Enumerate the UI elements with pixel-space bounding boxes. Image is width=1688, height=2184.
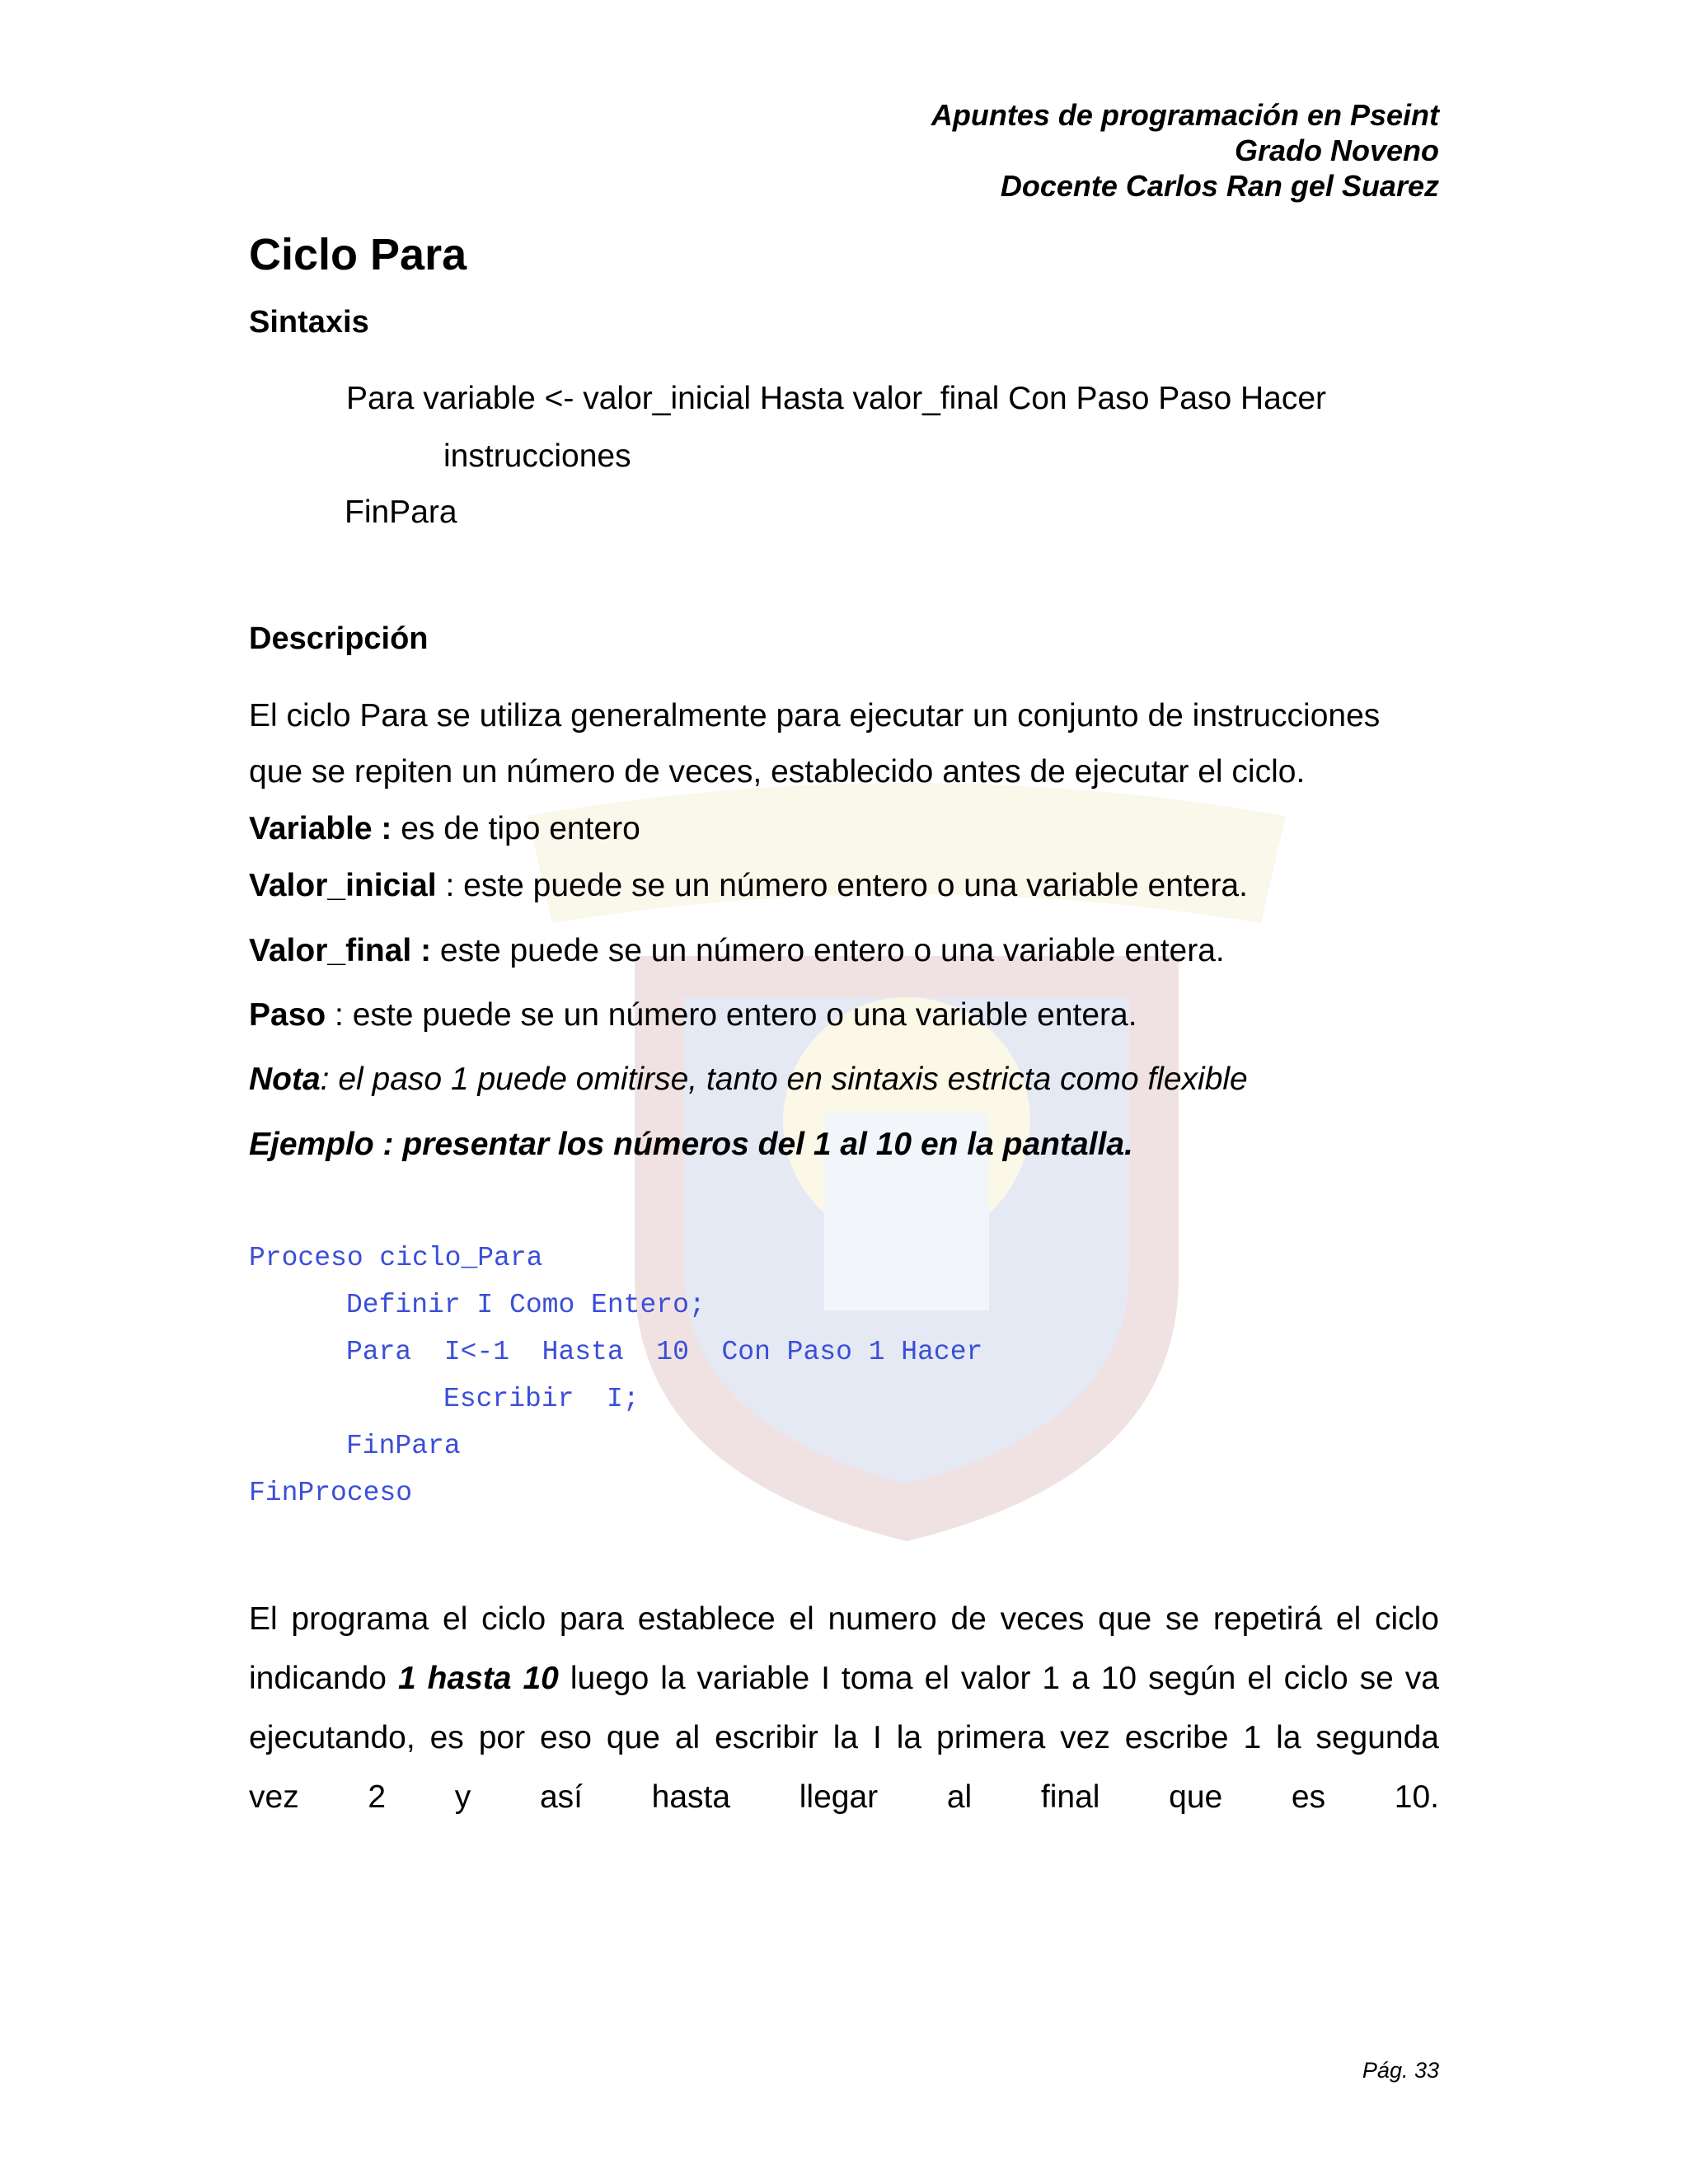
code-line: FinProceso	[249, 1478, 413, 1508]
definition-paso	[249, 997, 1137, 1033]
explanation-line: ejecutando, es por eso que al escribir la I la primera vez escribe 1 la segunda	[249, 1720, 1439, 1755]
definition-term: Paso	[249, 997, 326, 1033]
sintaxis-heading: Sintaxis	[249, 305, 369, 340]
description-text: que se repiten un número de veces, establecido antes de ejecutar el ciclo.	[249, 754, 1306, 790]
code-line: Para I<-1 Hasta 10 Con Paso 1 Hacer	[346, 1337, 983, 1367]
explanation-text: indicando	[249, 1661, 398, 1696]
syntax-line: instrucciones	[443, 438, 631, 474]
definition-text: : este puede se un número entero o una variable entera.	[436, 868, 1248, 903]
note-term: Nota	[249, 1062, 321, 1097]
syntax-line: FinPara	[345, 494, 457, 530]
definition-text: es de tipo entero	[392, 811, 640, 846]
explanation-line: El programa el ciclo para establece el numero de veces que se repetirá el ciclo	[249, 1601, 1439, 1637]
definition-text: : este puede se un número entero o una variable entera.	[326, 997, 1137, 1033]
header-grade: Grado Noveno	[1234, 134, 1439, 167]
note	[249, 1062, 1248, 1098]
descripcion-heading: Descripción	[249, 621, 429, 656]
explanation-text: luego la variable I toma el valor 1 a 10 según el ciclo se va	[558, 1661, 1440, 1696]
page-title: Ciclo Para	[249, 230, 467, 279]
definition-variable	[249, 811, 640, 847]
explanation-line	[249, 1661, 1439, 1697]
header-teacher: Docente Carlos Ran gel Suarez	[1000, 169, 1439, 203]
explanation-emphasis: 1 hasta 10	[397, 1661, 559, 1696]
note-text: : el paso 1 puede omitirse, tanto en sintaxis estricta como flexible	[320, 1062, 1248, 1097]
definition-text: este puede se un número entero o una variable entera.	[431, 933, 1225, 968]
syntax-line: Para variable <- valor_inicial Hasta valor_final Con Paso Paso Hacer	[346, 381, 1327, 416]
definition-term: Valor_final :	[249, 933, 432, 968]
description-text: El ciclo Para se utiliza generalmente para ejecutar un conjunto de instrucciones	[249, 698, 1381, 733]
definition-term: Valor_inicial	[249, 868, 437, 903]
code-line: Definir I Como Entero;	[346, 1290, 706, 1320]
code-line: Escribir I;	[443, 1384, 640, 1414]
code-line: FinPara	[346, 1431, 461, 1461]
document-header	[931, 97, 1439, 204]
definition-valor-inicial	[249, 868, 1248, 904]
header-title: Apuntes de programación en Pseint	[931, 98, 1439, 132]
explanation-line: vez 2 y así hasta llegar al final que es 10.	[249, 1779, 1439, 1815]
definition-valor-final	[249, 933, 1225, 969]
definition-term: Variable :	[249, 811, 392, 846]
page-number: Pág. 33	[1362, 2058, 1439, 2083]
code-line: Proceso ciclo_Para	[249, 1243, 543, 1273]
example-heading: Ejemplo : presentar los números del 1 al 10 en la pantalla.	[249, 1127, 1133, 1162]
